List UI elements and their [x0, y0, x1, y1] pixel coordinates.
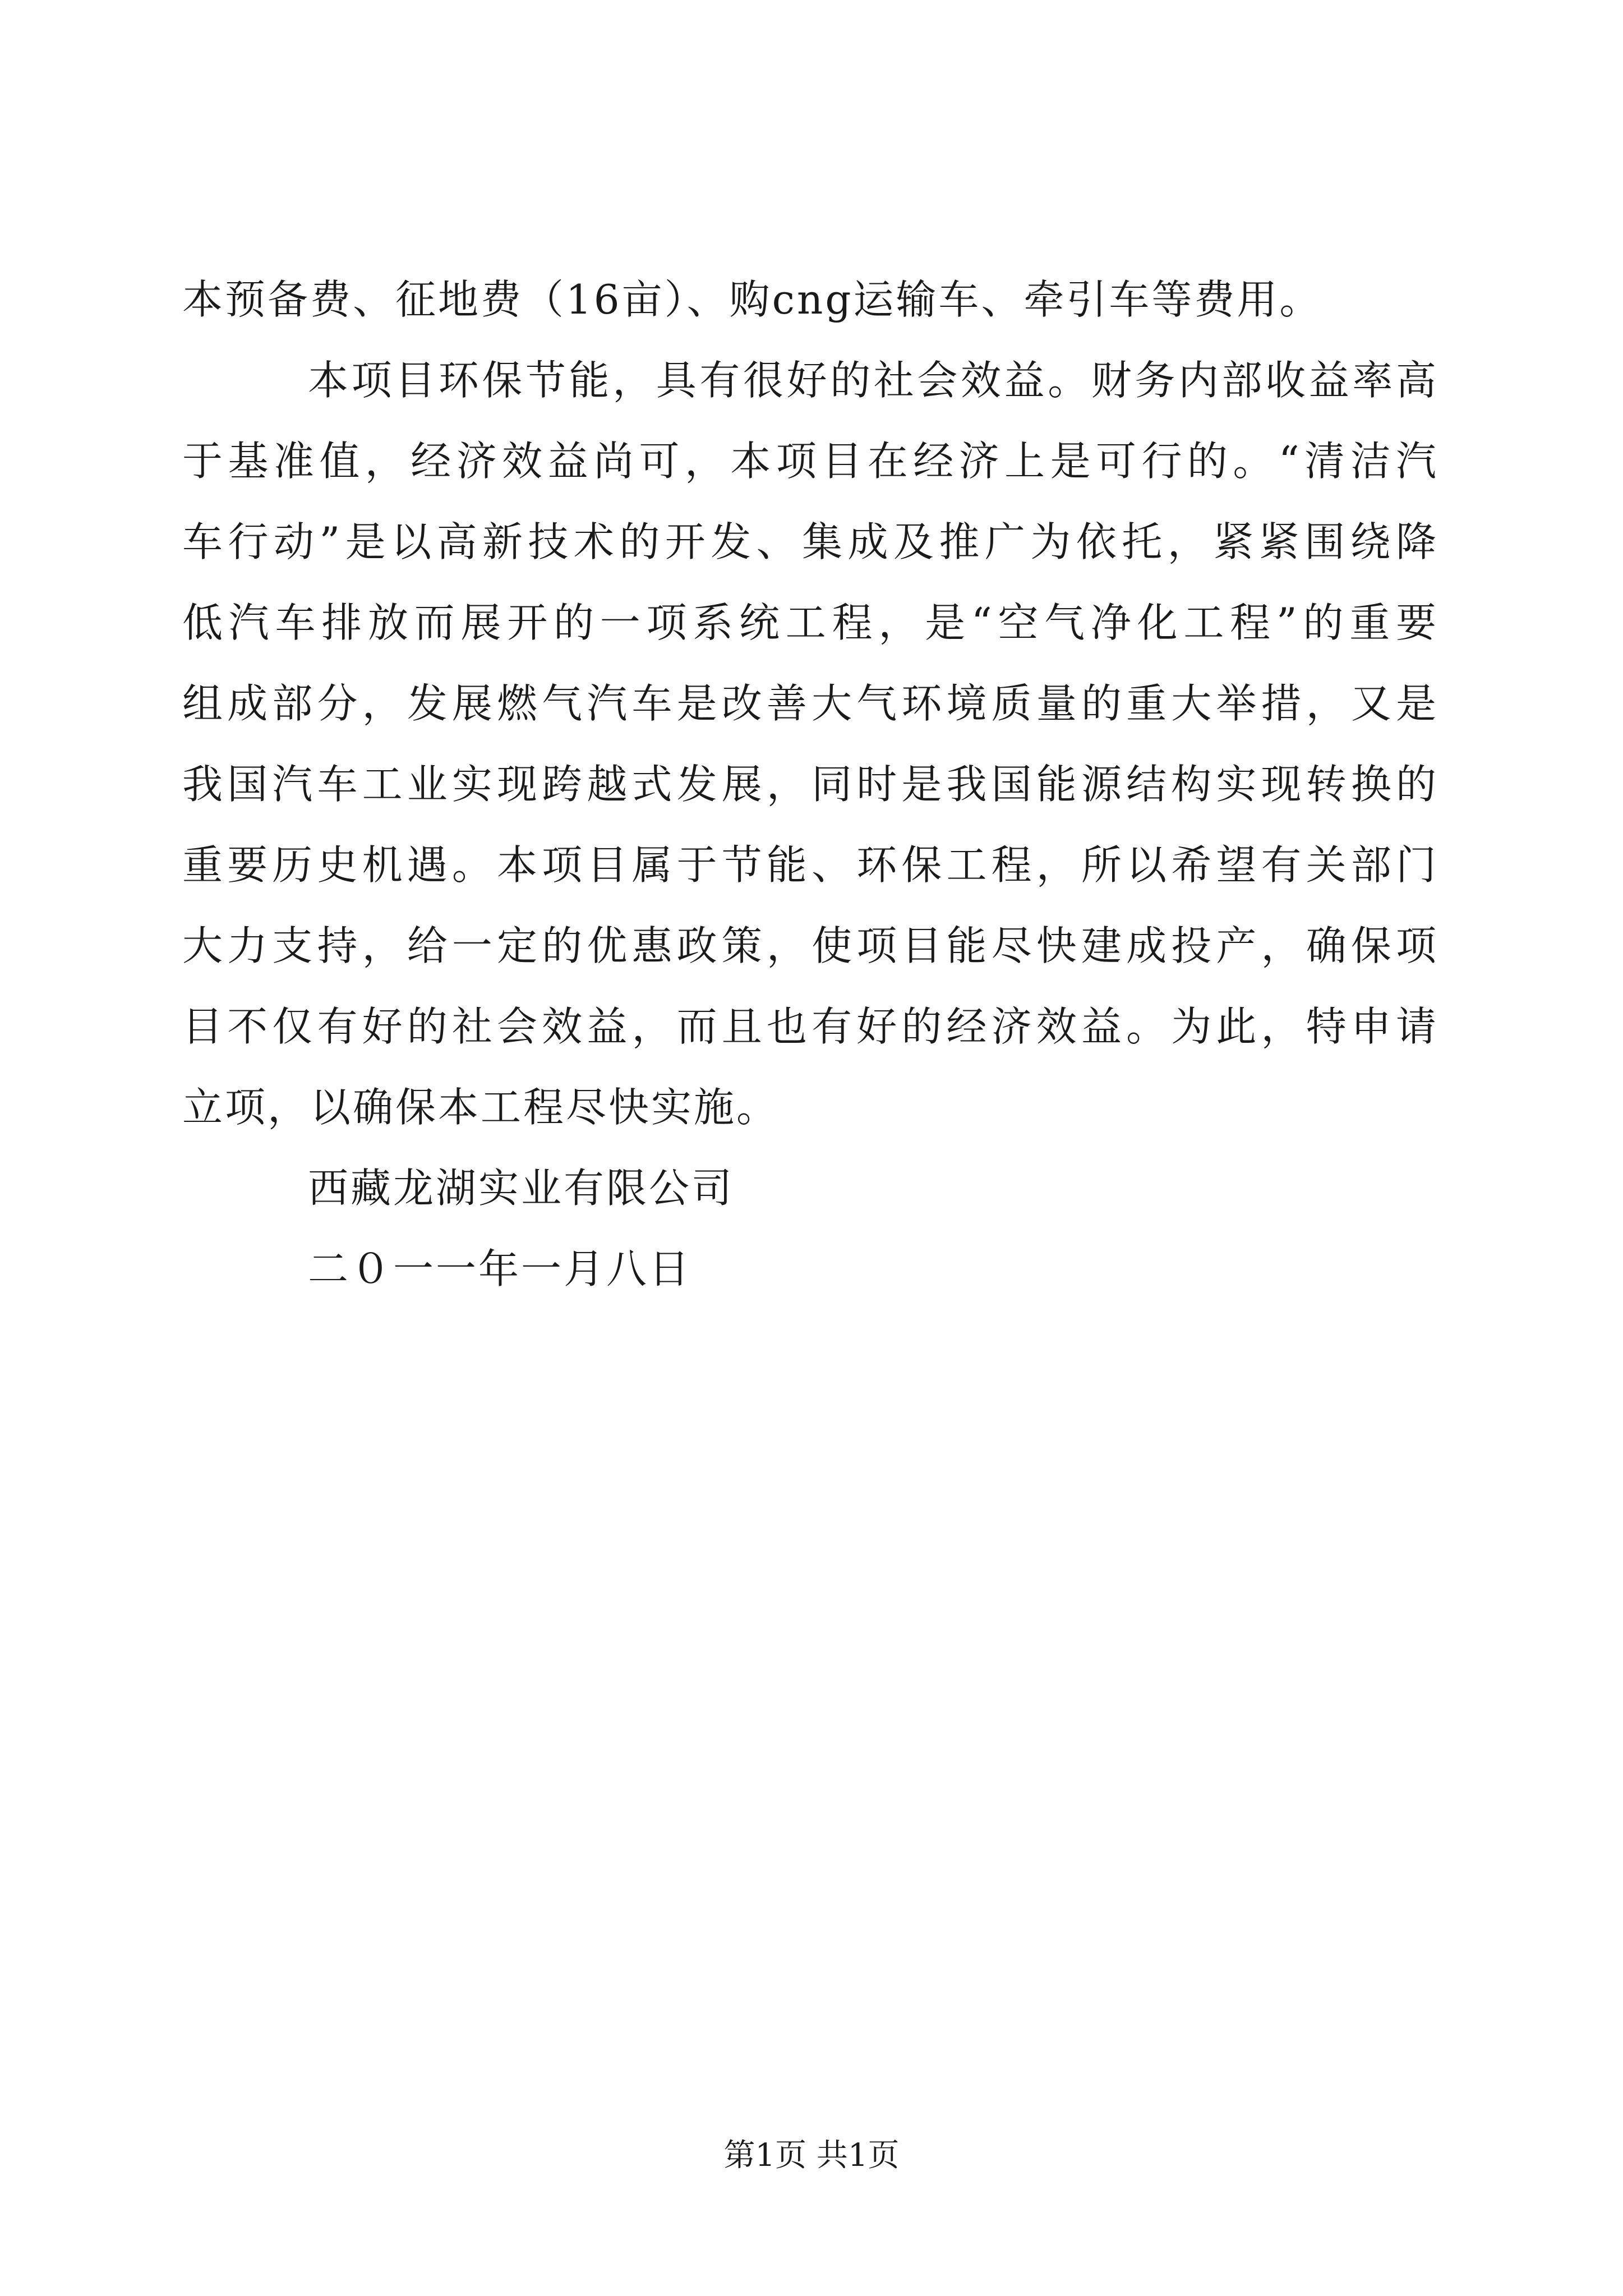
page-number-footer: 第1页 共1页 [723, 2137, 900, 2174]
document-body [182, 259, 1438, 1309]
paragraph-line: 低汽车排放而展开的一项系统工程，是“空气净化工程”的重要 [182, 599, 1438, 646]
paragraph-line: 组成部分，发展燃气汽车是改善大气环境质量的重大举措，又是 [182, 680, 1438, 727]
paragraph-line: 本项目环保节能，具有很好的社会效益。财务内部收益率高 [308, 357, 1438, 404]
paragraph-line: 于基准值，经济效益尚可，本项目在经济上是可行的。“清洁汽 [182, 438, 1438, 485]
signature-date: 二０一一年一月八日 [308, 1245, 692, 1292]
paragraph-line: 我国汽车工业实现跨越式发展，同时是我国能源结构实现转换的 [182, 761, 1438, 808]
paragraph-line: 本预备费、征地费（16亩）、购cng运输车、牵引车等费用。 [182, 276, 1322, 323]
paragraph-line: 立项，以确保本工程尽快实施。 [182, 1084, 780, 1131]
paragraph-line: 目不仅有好的社会效益，而且也有好的经济效益。为此，特申请 [182, 1003, 1438, 1050]
paragraph-line: 大力支持，给一定的优惠政策，使项目能尽快建成投产，确保项 [182, 922, 1438, 969]
paragraph-line: 车行动”是以高新技术的开发、集成及推广为依托，紧紧围绕降 [182, 518, 1438, 565]
paragraph-line: 重要历史机遇。本项目属于节能、环保工程，所以希望有关部门 [182, 841, 1438, 889]
signature-company: 西藏龙湖实业有限公司 [308, 1165, 735, 1212]
